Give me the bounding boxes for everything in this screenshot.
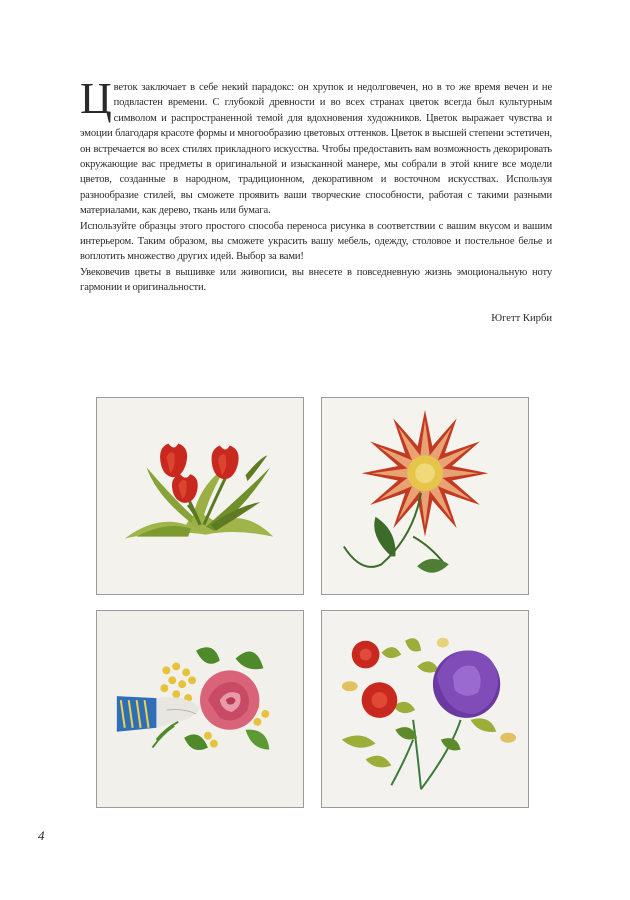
red-tulips-illustration	[97, 398, 303, 594]
purple-peony-bouquet-illustration	[322, 611, 528, 807]
author-signature: Югетт Кирби	[491, 313, 552, 324]
drop-cap: Ц	[80, 74, 112, 123]
intro-text	[80, 74, 552, 296]
embroidery-purple-peony-bouquet-image	[321, 610, 529, 808]
intro-paragraph-2: Используйте образцы этого простого способа переноса рисунка в соответствии с вашим вкусом и вашим интерьером. Таким образом, вы сможете украсить вашу мебель, одежду, столовое и постельное белье и воплотить множество других идей. Выбор за вами!	[80, 220, 552, 263]
embroidery-pink-rose-bouquet-image	[96, 610, 304, 808]
page-number: 4	[38, 828, 45, 843]
embroidery-red-star-flower-image	[321, 397, 529, 595]
intro-paragraph-1: Цветок заключает в себе некий парадокс: он хрупок и недолговечен, но в то же время вечен и не подвластен времени. С глубокой древности и во всех странах цветок всегда был культурным символом и распространенной темой для вдохновения художников. Цветок выражает чувства и эмоции благодаря красоте формы и многообразию цветовых оттенков. Цветок в высшей степени эстетичен, он встречается во всех стилях прикладного искусства. Чтобы предоставить вам возможность декорировать окружающие вас предметы в оригинальной и изысканной манере, мы собрали в этой книге все модели цветов, созданные в народном, традиционном, декоративном и восточном искусствах. Используя разнообразие стилей, вы сможете проявить ваши творческие способности, работая с такими разными материалами, как дерево, ткань или бумага.	[80, 74, 552, 217]
intro-paragraph-3: Увековечив цветы в вышивке или живописи, вы внесете в повседневную жизнь эмоциональную ноту гармонии и оригинальности.	[80, 266, 552, 294]
pink-rose-bouquet-illustration	[97, 611, 303, 807]
red-star-flower-illustration	[322, 398, 528, 594]
embroidery-red-tulips-image	[96, 397, 304, 595]
